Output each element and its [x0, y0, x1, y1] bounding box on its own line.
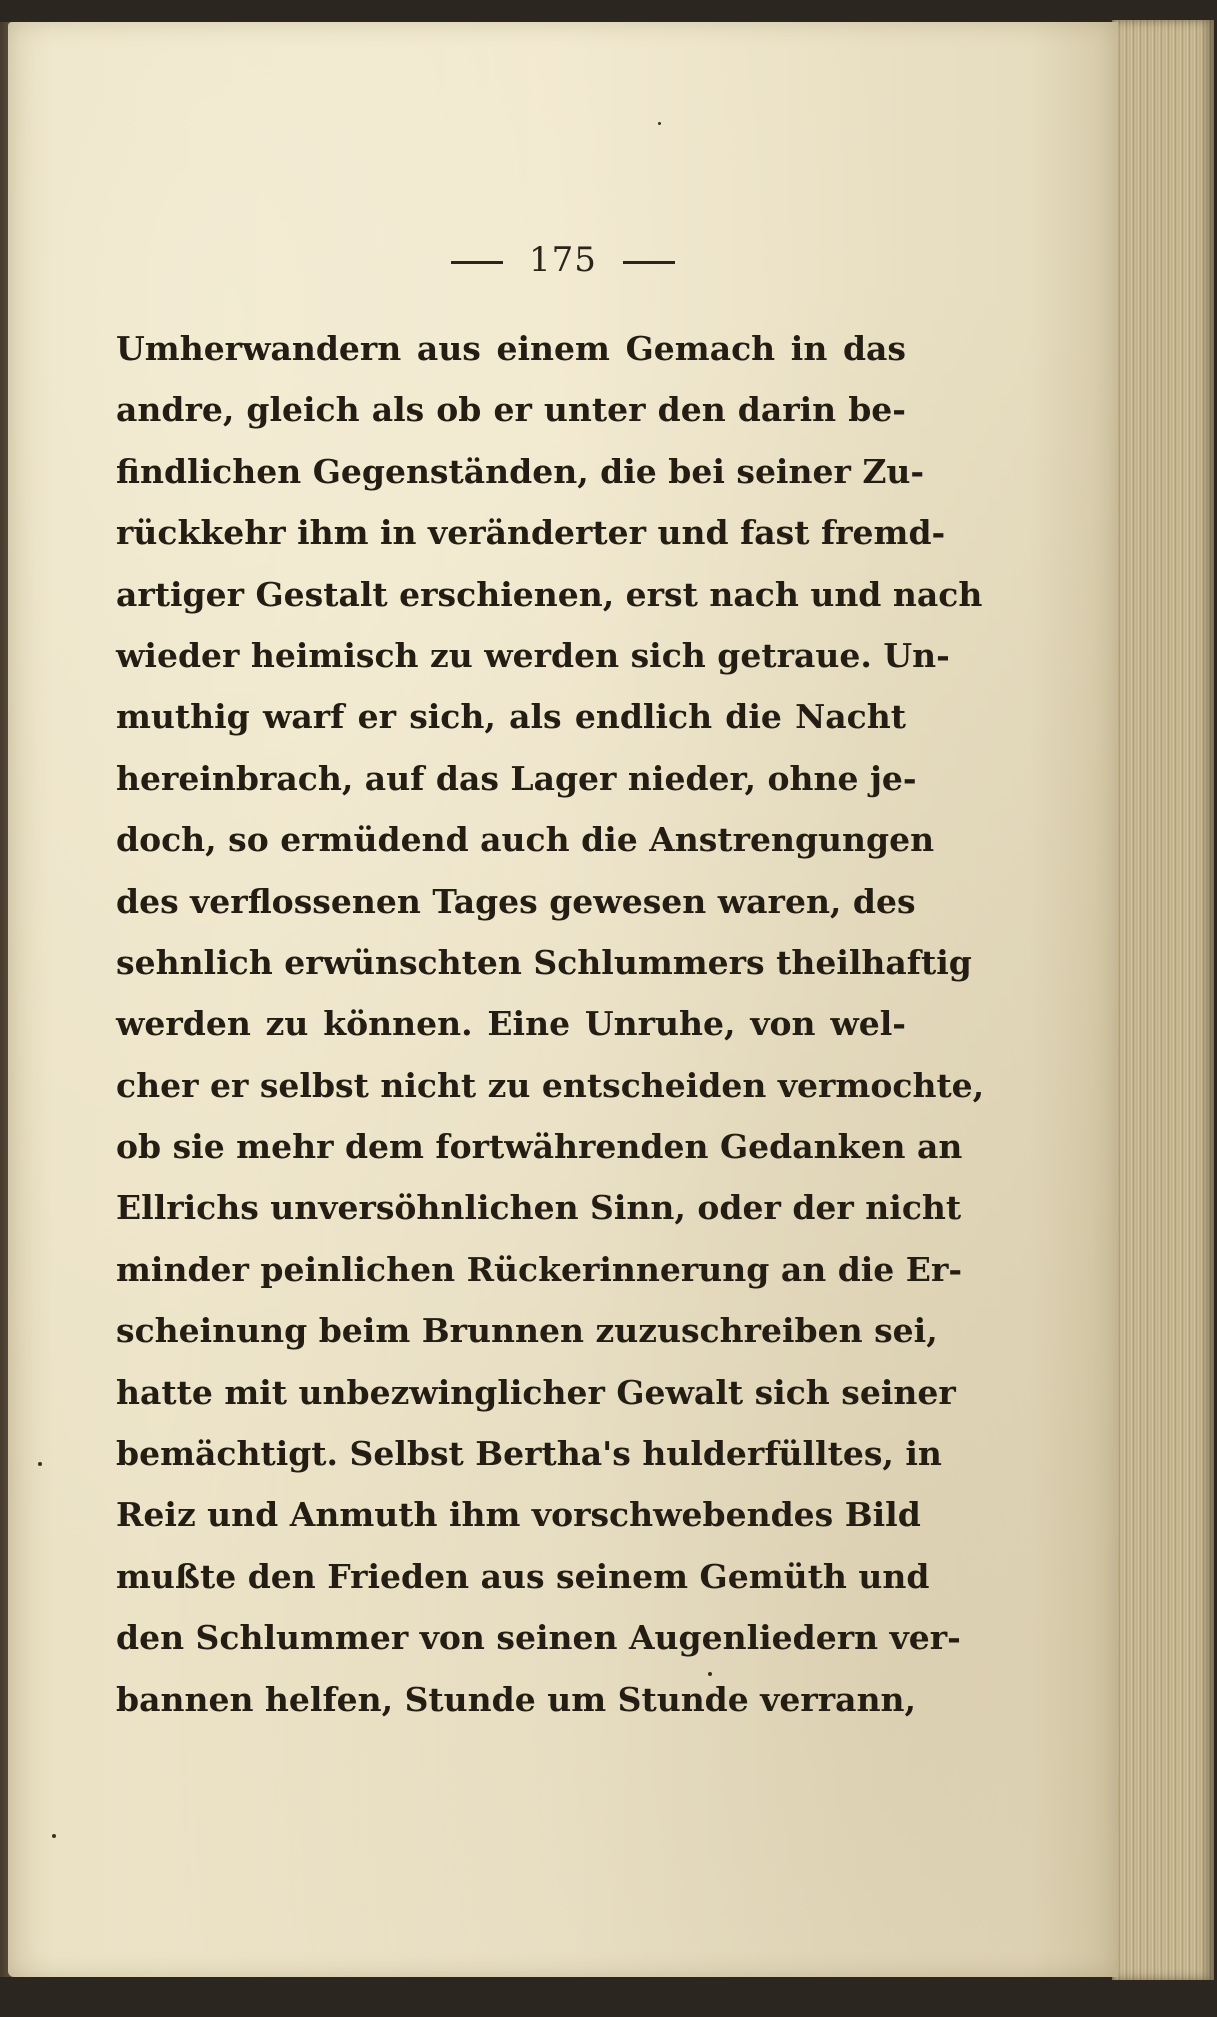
paper-speck — [708, 1672, 712, 1676]
text-line: bemächtigt. Selbst Bertha's hulderfülltes, in — [116, 1434, 942, 1474]
dash-left — [451, 261, 503, 264]
text-line: Ellrichs unversöhnlichen Sinn, oder der nicht — [116, 1188, 962, 1228]
page-edges — [1112, 20, 1214, 1980]
text-line: Reiz und Anmuth ihm vorschwebendes Bild — [116, 1495, 921, 1535]
text-line: Umherwandern aus einem Gemach in das — [116, 329, 906, 368]
text-line: findlichen Gegenständen, die bei seiner Zu- — [116, 451, 925, 491]
text-line: artiger Gestalt erschienen, erst nach und nach — [116, 574, 983, 614]
text-line: rückkehr ihm in veränderter und fast fremd- — [116, 513, 946, 553]
book-page — [8, 22, 1118, 1977]
dash-right — [623, 261, 675, 264]
text-line: des verflossenen Tages gewesen waren, des — [116, 881, 916, 921]
text-line: mußte den Frieden aus seinem Gemüth und — [116, 1556, 930, 1596]
text-line: sehnlich erwünschten Schlummers theilhaftig — [116, 942, 972, 982]
text-line: ob sie mehr dem fortwährenden Gedanken an — [116, 1127, 963, 1167]
paper-speck — [52, 1834, 56, 1838]
text-line: doch, so ermüdend auch die Anstrengungen — [116, 820, 935, 860]
text-line: wieder heimisch zu werden sich getraue. Un- — [116, 635, 950, 675]
text-line: hatte mit unbezwinglicher Gewalt sich seiner — [116, 1372, 956, 1412]
text-line: werden zu können. Eine Unruhe, von wel- — [116, 1004, 906, 1044]
page-number: 175 — [529, 240, 597, 280]
text-line: den Schlummer von seinen Augenliedern ver- — [116, 1618, 961, 1658]
text-line: bannen helfen, Stunde um Stunde verrann, — [116, 1679, 917, 1719]
body-text — [116, 318, 985, 1730]
text-line: muthig warf er sich, als endlich die Nacht — [116, 697, 906, 737]
text-line: hereinbrach, auf das Lager nieder, ohne je- — [116, 758, 917, 798]
text-line: scheinung beim Brunnen zuzuschreiben sei, — [116, 1311, 938, 1351]
text-line: andre, gleich als ob er unter den darin be- — [116, 390, 906, 430]
text-line: cher er selbst nicht zu entscheiden vermochte, — [116, 1065, 985, 1105]
running-head — [8, 240, 1118, 280]
paper-speck — [38, 1462, 42, 1466]
paper-speck — [658, 122, 661, 125]
text-line: minder peinlichen Rückerinnerung an die Er- — [116, 1249, 963, 1289]
